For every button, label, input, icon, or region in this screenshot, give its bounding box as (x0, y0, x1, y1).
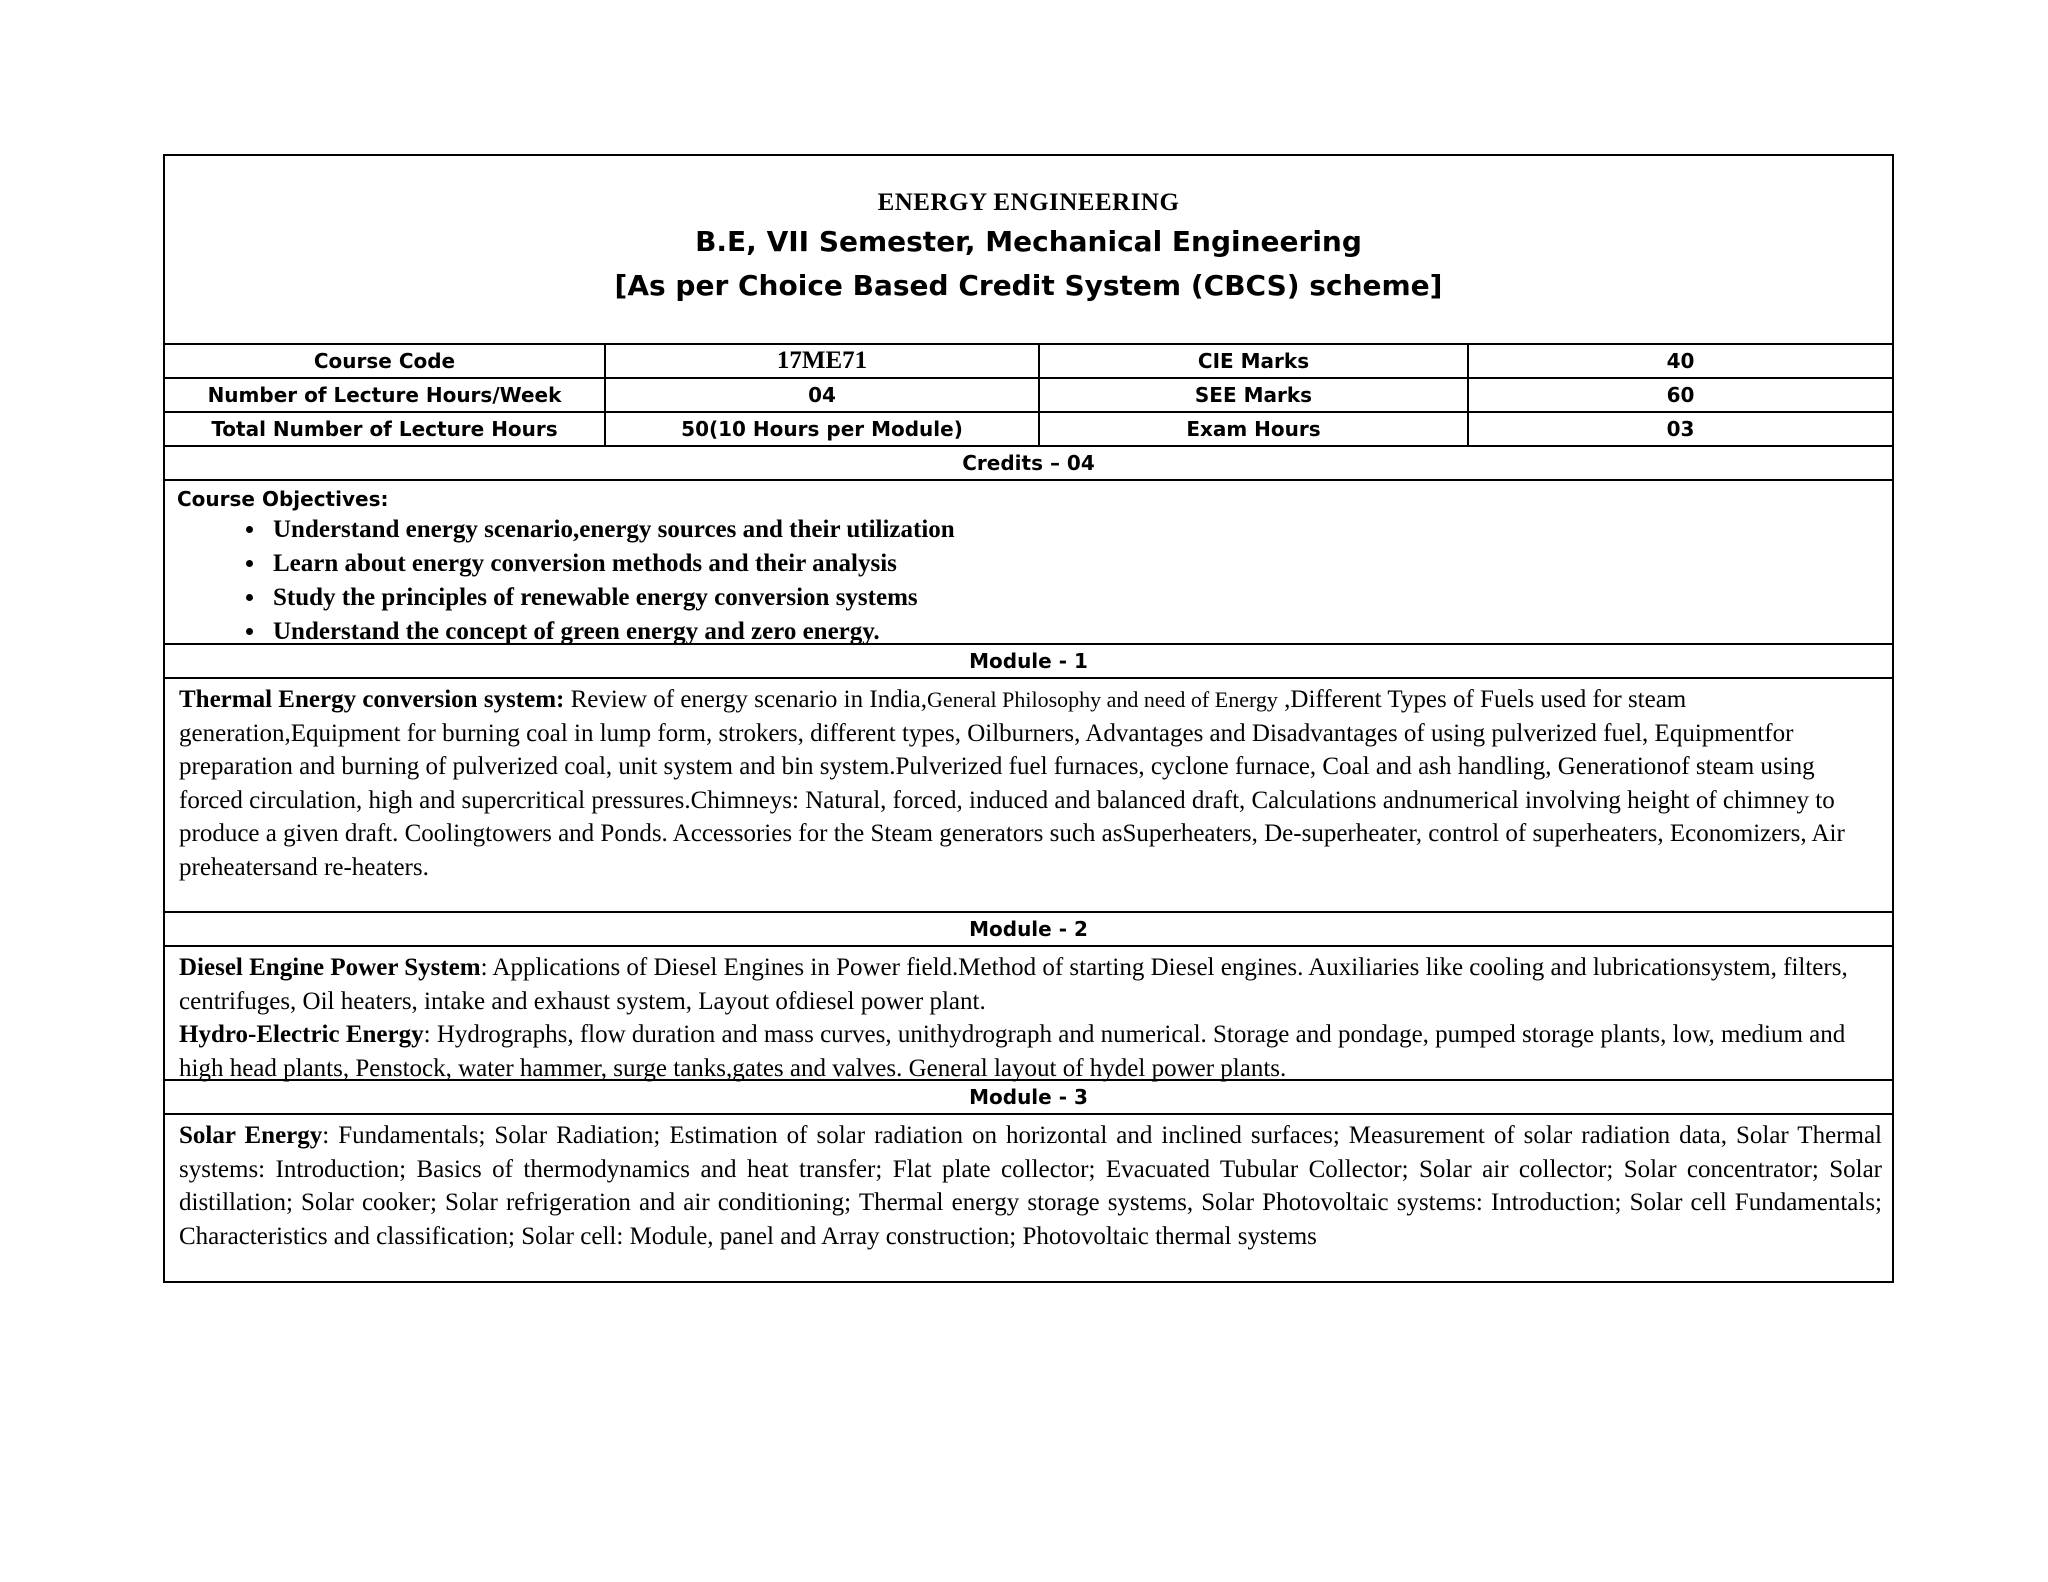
syllabus-header (165, 156, 1892, 343)
module-2-diesel-text: : Applications of Diesel Engines in Power field.Method of starting Diesel engines. Auxiliaries like cooling and lubricationsystem, filters, centrifuges, Oil heaters, intake and exhaust system, Layout ofdiesel power plant. (179, 954, 1848, 1015)
module-1-topic-title: Thermal Energy conversion system: (179, 686, 565, 713)
info-row-lecture-hours-week (165, 377, 1892, 411)
cie-marks-label: CIE Marks (1038, 345, 1467, 377)
module-1-text-b: ,Different Types of Fuels used for steam generation,Equipment for burning coal in lump form, strokers, different types, Oilburners, Advantages and Disadvantages of using pulverized fuel, Equipmentfor preparation and burning of pulverized coal, unit system and bin system.Pulverized fuel furnaces, cyclone furnace, Coal and ash handling, Generationof steam using forced circulation, high and supercritical pressures.Chimneys: Natural, forced, induced and balanced draft, Calculations andnumerical involving height of chimney to produce a given draft. Coolingtowers and Ponds. Accessories for the Steam generators such asSuperheaters, De-superheater, control of superheaters, Economizers, Air preheatersand re-heaters. (179, 686, 1845, 881)
scheme-line: [As per Choice Based Credit System (CBCS) scheme] (614, 269, 1443, 302)
objective-item: • Learn about energy conversion methods and their analysis (267, 547, 1880, 581)
exam-hours-value: 03 (1467, 413, 1892, 445)
course-code-value: 17ME71 (604, 345, 1038, 377)
module-2-diesel-title: Diesel Engine Power System (179, 954, 481, 981)
objective-item: • Study the principles of renewable energy conversion systems (267, 581, 1880, 615)
module-3-content (165, 1113, 1892, 1281)
credits-row: Credits – 04 (165, 445, 1892, 479)
course-code-label: Course Code (313, 349, 456, 373)
module-1-content (165, 677, 1892, 911)
module-3-text: : Fundamentals; Solar Radiation; Estimation of solar radiation on horizontal and inclined surfaces; Measurement of solar radiation data, Solar Thermal systems: Introduction; Basics of thermodynamics and heat transfer; Flat plate collector; Evacuated Tubular Collector; Solar air collector; Solar concentrator; Solar distillation; Solar cooker; Solar refrigeration and air conditioning; Thermal energy storage systems, Solar Photovoltaic systems: Introduction; Solar cell Fundamentals; Characteristics and classification; Solar cell: Module, panel and Array construction; Photovoltaic thermal systems (179, 1122, 1882, 1250)
module-3-heading: Module - 3 (165, 1079, 1892, 1113)
see-marks-label: SEE Marks (1038, 379, 1467, 411)
total-lecture-hours-label: Total Number of Lecture Hours (211, 417, 558, 441)
module-1-heading: Module - 1 (165, 643, 1892, 677)
objective-item: • Understand energy scenario,energy sources and their utilization (267, 513, 1880, 547)
module-1-text-a: Review of energy scenario in India, (564, 686, 927, 713)
module-2-heading: Module - 2 (165, 911, 1892, 945)
module-2-hydro-title: Hydro-Electric Energy (179, 1021, 424, 1048)
see-marks-value: 60 (1467, 379, 1892, 411)
info-row-course-code (165, 343, 1892, 377)
objectives-label: Course Objectives: (177, 487, 389, 511)
objectives-list (177, 513, 1880, 649)
semester-line: B.E, VII Semester, Mechanical Engineering (695, 225, 1362, 258)
course-title: ENERGY ENGINEERING (877, 189, 1180, 216)
module-2-content (165, 945, 1892, 1082)
syllabus-table (163, 154, 1894, 1283)
module-1-text-small: General Philosophy and need of Energy (927, 687, 1278, 712)
info-row-total-lecture-hours (165, 411, 1892, 445)
cie-marks-value: 40 (1467, 345, 1892, 377)
course-objectives (165, 479, 1892, 643)
lecture-hours-week-value: 04 (604, 379, 1038, 411)
module-2-part-hydro (179, 1018, 1882, 1085)
module-2-hydro-text: : Hydrographs, flow duration and mass curves, unithydrograph and numerical. Storage and pondage, pumped storage plants, low, medium and high head plants, Penstock, water hammer, surge tanks,gates and valves. General layout of hydel power plants. (179, 1021, 1846, 1082)
total-lecture-hours-value: 50(10 Hours per Module) (604, 413, 1038, 445)
lecture-hours-week-label: Number of Lecture Hours/Week (207, 383, 562, 407)
objective-item: • Understand the concept of green energy and zero energy. (267, 615, 1880, 649)
module-2-part-diesel (179, 951, 1882, 1018)
module-3-topic-title: Solar Energy (179, 1122, 323, 1149)
exam-hours-label: Exam Hours (1038, 413, 1467, 445)
